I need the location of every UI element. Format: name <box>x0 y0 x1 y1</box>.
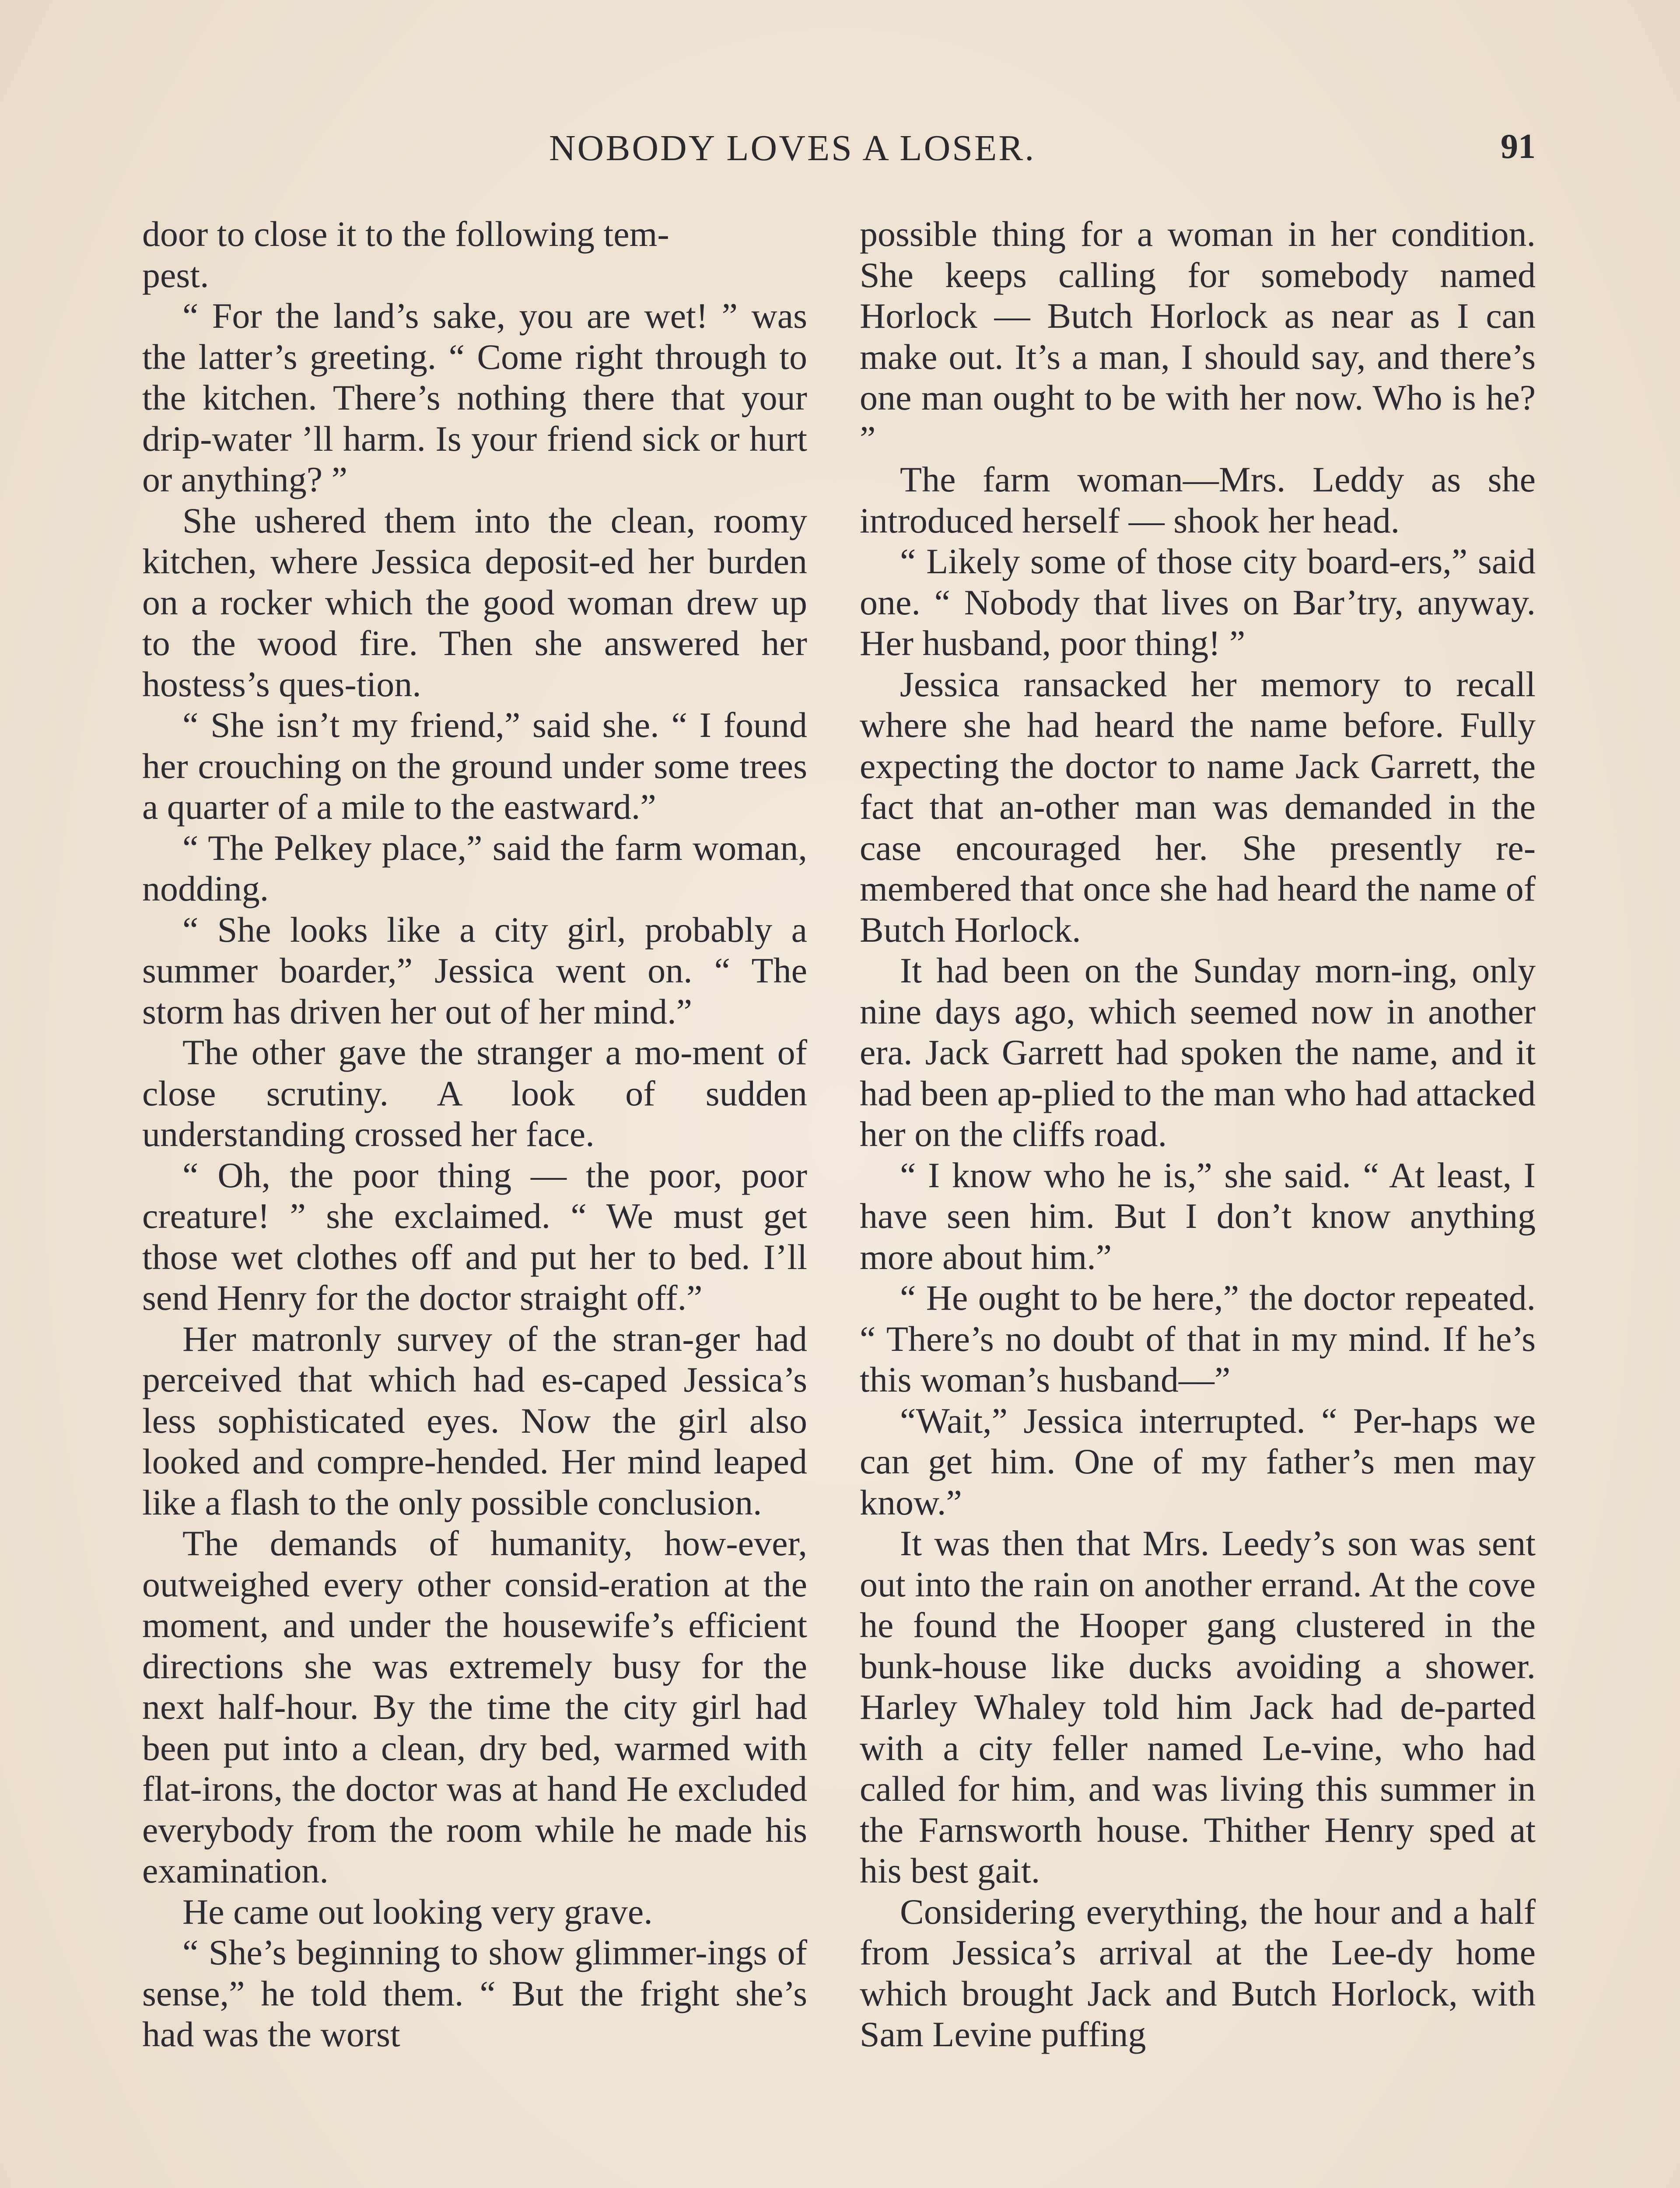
paragraph: “ I know who he is,” she said. “ At least, I have seen him. But I don’t know anything more about him.” <box>860 1155 1536 1277</box>
left-column <box>142 214 807 2055</box>
paragraph: The farm woman—Mrs. Leddy as she introduced herself — shook her head. <box>860 459 1536 540</box>
paragraph: It had been on the Sunday morn-ing, only nine days ago, which seemed now in another era. Jack Garrett had spoken the name, and it had been ap-plied to the man who had attacked her on the cliffs road. <box>860 950 1536 1154</box>
paragraph: She ushered them into the clean, roomy kitchen, where Jessica deposit-ed her burden on a rocker which the good woman drew up to the wood fire. Then she answered her hostess’s ques-tion. <box>142 500 807 704</box>
paragraph: “ He ought to be here,” the doctor repeated. “ There’s no doubt of that in my mind. If he’s this woman’s husband—” <box>860 1278 1536 1399</box>
paragraph: “ For the land’s sake, you are wet! ” was the latter’s greeting. “ Come right through to the kitchen. There’s nothing there that your drip-water ’ll harm. Is your friend sick or hurt or anything? ” <box>142 296 807 499</box>
paragraph: Considering everything, the hour and a half from Jessica’s arrival at the Lee-dy home which brought Jack and Butch Horlock, with Sam Levine puffing <box>860 1891 1536 2054</box>
paragraph: Her matronly survey of the stran-ger had perceived that which had es-caped Jessica’s less sophisticated eyes. Now the girl also looked and compre-hended. Her mind leaped like a flash to the only possible conclusion. <box>142 1318 807 1522</box>
right-column <box>860 214 1536 2055</box>
paragraph: “ She looks like a city girl, probably a summer boarder,” Jessica went on. “ The storm has driven her out of her mind.” <box>142 909 807 1031</box>
running-head: NOBODY LOVES A LOSER. <box>549 128 1036 168</box>
paragraph: The demands of humanity, how-ever, outweighed every other consid-eration at the moment, and under the housewife’s efficient directions she was extremely busy for the next half-hour. By the time the city girl had been put into a clean, dry bed, warmed with flat-irons, the doctor was at hand He excluded everybody from the room while he made his examination. <box>142 1523 807 1890</box>
paragraph: “ She’s beginning to show glimmer-ings of sense,” he told them. “ But the fright she’s had was the worst <box>142 1932 807 2054</box>
paragraph: possible thing for a woman in her condition. She keeps calling for somebody named Horlock — Butch Horlock as near as I can make out. It’s a man, I should say, and there’s one man ought to be with her now. Who is he? ” <box>860 214 1536 459</box>
paragraph: It was then that Mrs. Leedy’s son was sent out into the rain on another errand. At the cove he found the Hooper gang clustered in the bunk-house like ducks avoiding a shower. Harley Whaley told him Jack had de-parted with a city feller named Le-vine, who had called for him, and was living this summer in the Farnsworth house. Thither Henry sped at his best gait. <box>860 1523 1536 1890</box>
paragraph: He came out looking very grave. <box>182 1891 653 1932</box>
paragraph: “ She isn’t my friend,” said she. “ I found her crouching on the ground under some trees a quarter of a mile to the eastward.” <box>142 705 807 827</box>
paragraph: “ Likely some of those city board-ers,” said one. “ Nobody that lives on Bar’try, anyway. Her husband, poor thing! ” <box>860 541 1536 663</box>
page-number: 91 <box>1501 127 1536 166</box>
paragraph: The other gave the stranger a mo-ment of close scrutiny. A look of sudden understanding crossed her face. <box>142 1032 807 1154</box>
paragraph: “ Oh, the poor thing — the poor, poor creature! ” she exclaimed. “ We must get those wet clothes off and put her to bed. I’ll send Henry for the doctor straight off.” <box>142 1155 807 1318</box>
paragraph: Jessica ransacked her memory to recall where she had heard the name before. Fully expecting the doctor to name Jack Garrett, the fact that an-other man was demanded in the case encouraged her. She presently re-membered that once she had heard the name of Butch Horlock. <box>860 664 1536 950</box>
paragraph: door to close it to the following tem- pest. <box>142 214 669 295</box>
paragraph: “ The Pelkey place,” said the farm woman, nodding. <box>142 828 807 908</box>
paragraph: “Wait,” Jessica interrupted. “ Per-haps we can get him. One of my father’s men may know.” <box>860 1400 1536 1522</box>
